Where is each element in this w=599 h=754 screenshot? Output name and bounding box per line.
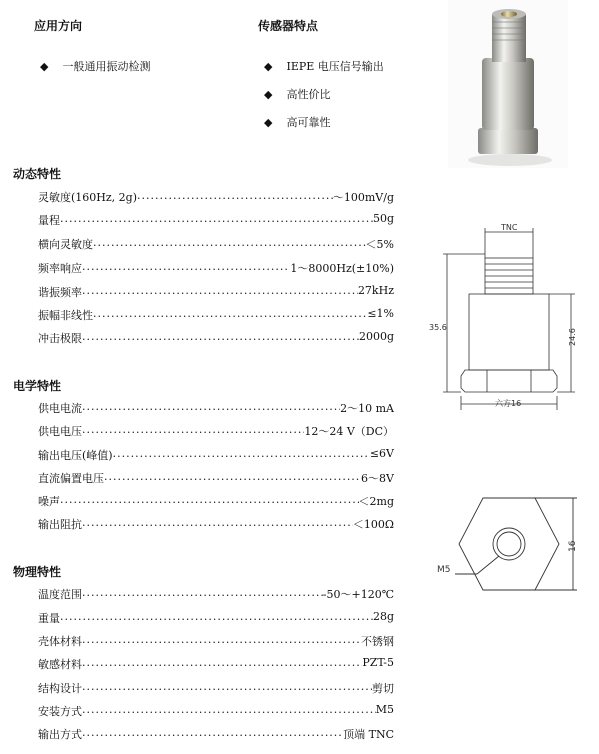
spec-row: 结构设计 ..... 剪切 [38, 680, 394, 696]
spec-row: 壳体材料 ..... 不锈钢 [38, 633, 394, 649]
electrical-section-title: 电学特性 [13, 379, 62, 393]
spec-row: 输出电压(峰值) ..... ≤6V [38, 447, 394, 463]
bottom-view-drawing [425, 488, 585, 608]
tnc-label: TNC [501, 223, 518, 232]
spec-row: 谐振频率 ..... 27kHz [38, 284, 394, 300]
spec-row: 敏感材料 ..... PZT-5 [38, 656, 394, 672]
feature-item: ◆ IEPE 电压信号输出 [264, 59, 384, 73]
spec-row: 噪声 ..... ＜2mg [38, 493, 394, 509]
features-heading: 传感器特点 [258, 19, 319, 33]
spec-row: 冲击极限 ..... 2000g [38, 330, 394, 346]
hex-width-label: 六方16 [495, 399, 522, 408]
spec-row: 输出阻抗 ..... ＜100Ω [38, 516, 394, 532]
height-total-label: 35.6 [429, 323, 447, 332]
spec-row: 输出方式 ..... 顶端 TNC [38, 726, 394, 742]
diamond-bullet-icon: ◆ [40, 59, 49, 73]
dynamic-section-title: 动态特性 [13, 167, 62, 181]
application-heading: 应用方向 [34, 19, 83, 33]
feature-item: ◆ 高性价比 [264, 87, 331, 101]
feature-item: ◆ 高可靠性 [264, 115, 331, 129]
sensor-body [482, 58, 534, 130]
thread-label: M5 [437, 565, 451, 575]
spec-row: 供电电流 ..... 2～10 mA [38, 400, 394, 416]
spec-row: 频率响应 ..... 1～8000Hz(±10%) [38, 260, 394, 276]
diamond-bullet-icon: ◆ [264, 115, 273, 129]
tnc-connector [492, 14, 526, 62]
spec-row: 量程 ..... 50g [38, 212, 394, 228]
spec-row: 温度范围 ..... -50～+120℃ [38, 586, 394, 602]
spec-row: 供电电压 ..... 12～24 V（DC） [38, 423, 394, 439]
diamond-bullet-icon: ◆ [264, 59, 273, 73]
diamond-bullet-icon: ◆ [264, 87, 273, 101]
spec-row: 横向灵敏度 ..... ＜5% [38, 236, 394, 252]
spec-row: 安装方式 ..... M5 [38, 703, 394, 719]
sensor-photo [448, 0, 568, 168]
height-body-label: 24.6 [568, 328, 577, 346]
hex-base [478, 128, 538, 154]
application-item: ◆ 一般通用振动检测 [40, 59, 151, 73]
hex-size-label: 16 [568, 540, 578, 552]
physical-section-title: 物理特性 [13, 565, 62, 579]
spec-row: 振幅非线性 ..... ≤1% [38, 307, 394, 323]
spec-row: 直流偏置电压 ..... 6～8V [38, 470, 394, 486]
spec-row: 重量 ..... 28g [38, 610, 394, 626]
side-view-drawing [425, 218, 585, 418]
spec-row: 灵敏度(160Hz, 2g) ..... ～100mV/g [38, 189, 394, 205]
